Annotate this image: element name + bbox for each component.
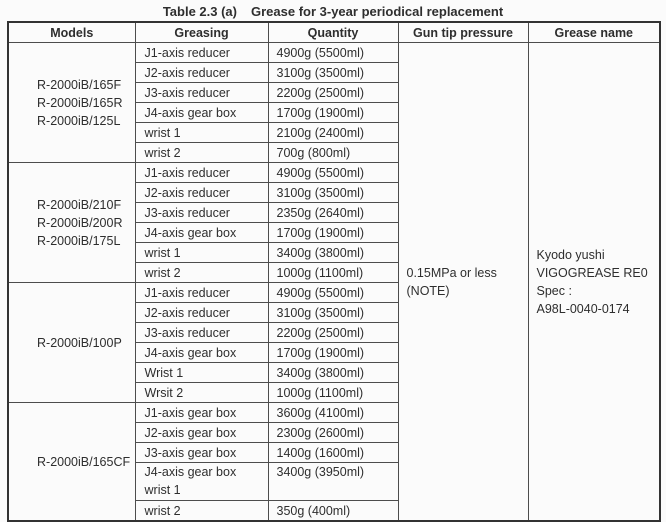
greasing-point-label: wrist 2 [144, 503, 181, 518]
greasing-cell [135, 443, 268, 463]
quantity-cell: 2300g (2600ml) [268, 423, 398, 443]
grease-name-text: Spec : [536, 283, 572, 298]
quantity-cell: 3100g (3500ml) [268, 63, 398, 83]
grease-name-text: VIGOGREASE RE0 [536, 265, 648, 280]
quantity-cell: 4900g (5500ml) [268, 43, 398, 63]
greasing-point-label: wrist 1 [144, 483, 181, 497]
greasing-point-label: J4-axis gear box [144, 345, 237, 360]
greasing-point-label: Wrist 1 [144, 365, 184, 380]
greasing-cell [135, 403, 268, 423]
quantity-cell: 4900g (5500ml) [268, 283, 398, 303]
model-label: R-2000iB/125L [37, 113, 121, 128]
quantity-cell: 4900g (5500ml) [268, 163, 398, 183]
model-label: R-2000iB/210F [37, 197, 122, 212]
greasing-point-label: J4-axis gear box [144, 465, 237, 479]
greasing-point-label: Wrsit 2 [144, 385, 184, 400]
quantity-cell: 1700g (1900ml) [268, 103, 398, 123]
column-header-greasing: Greasing [135, 22, 268, 43]
greasing-cell [135, 163, 268, 183]
quantity-cell: 3600g (4100ml) [268, 403, 398, 423]
table-row [8, 43, 660, 63]
greasing-cell [135, 283, 268, 303]
quantity-cell: 2100g (2400ml) [268, 123, 398, 143]
greasing-point-label: J2-axis gear box [144, 425, 237, 440]
column-header-quantity: Quantity [268, 22, 398, 43]
quantity-cell: 1000g (1100ml) [268, 383, 398, 403]
quantity-cell: 350g (400ml) [268, 501, 398, 522]
greasing-cell [135, 203, 268, 223]
greasing-point-label: J2-axis reducer [144, 305, 230, 320]
greasing-point-label: wrist 2 [144, 145, 181, 160]
header-row [8, 22, 660, 43]
gun-tip-pressure-text: 0.15MPa or less [406, 265, 497, 280]
quantity-cell: 3100g (3500ml) [268, 303, 398, 323]
gun-tip-pressure-text: (NOTE) [406, 283, 450, 298]
grease-name-text: A98L-0040-0174 [536, 301, 630, 316]
greasing-point-label: J3-axis reducer [144, 205, 230, 220]
quantity-cell: 2350g (2640ml) [268, 203, 398, 223]
quantity-cell: 3400g (3800ml) [268, 363, 398, 383]
models-cell [8, 283, 135, 403]
column-header-models: Models [8, 22, 135, 43]
greasing-cell [135, 303, 268, 323]
greasing-point-label: J3-axis gear box [144, 445, 237, 460]
greasing-point-label: J3-axis reducer [144, 325, 230, 340]
greasing-cell [135, 63, 268, 83]
quantity-cell: 2200g (2500ml) [268, 323, 398, 343]
greasing-point-label: J1-axis gear box [144, 405, 237, 420]
greasing-point-label: J1-axis reducer [144, 285, 230, 300]
greasing-point-label: J1-axis reducer [144, 45, 230, 60]
models-cell [8, 403, 135, 522]
model-label: R-2000iB/165CF [37, 454, 131, 469]
model-label: R-2000iB/165R [37, 95, 123, 110]
quantity-cell: 1700g (1900ml) [268, 343, 398, 363]
models-cell [8, 43, 135, 163]
greasing-cell [135, 501, 268, 522]
table-caption [0, 0, 666, 21]
greasing-cell [135, 383, 268, 403]
greasing-cell [135, 363, 268, 383]
gun-tip-pressure-cell [398, 43, 528, 522]
quantity-cell: 1000g (1100ml) [268, 263, 398, 283]
quantity-cell: 3100g (3500ml) [268, 183, 398, 203]
greasing-point-label: J4-axis gear box [144, 225, 237, 240]
greasing-point-label: J1-axis reducer [144, 165, 230, 180]
greasing-cell [135, 223, 268, 243]
quantity-cell: 1400g (1600ml) [268, 443, 398, 463]
greasing-cell [135, 423, 268, 443]
greasing-point-label: J2-axis reducer [144, 185, 230, 200]
quantity-cell: 700g (800ml) [268, 143, 398, 163]
greasing-cell [135, 183, 268, 203]
greasing-point-label: J3-axis reducer [144, 85, 230, 100]
model-label: R-2000iB/100P [37, 335, 122, 350]
greasing-cell [135, 143, 268, 163]
greasing-point-label: wrist 2 [144, 265, 181, 280]
greasing-cell [135, 43, 268, 63]
greasing-cell [135, 103, 268, 123]
greasing-cell [135, 123, 268, 143]
greasing-cell [135, 263, 268, 283]
quantity-cell: 3400g (3800ml) [268, 243, 398, 263]
column-header-grease-name: Grease name [528, 22, 660, 43]
table-caption-number: Table 2.3 (a) [162, 4, 237, 19]
greasing-cell [135, 343, 268, 363]
model-label: R-2000iB/175L [37, 233, 121, 248]
grease-name-cell [528, 43, 660, 522]
column-header-gun-tip-pressure: Gun tip pressure [398, 22, 528, 43]
grease-replacement-table [7, 21, 661, 522]
greasing-point-label: J2-axis reducer [144, 65, 230, 80]
model-label: R-2000iB/200R [37, 215, 123, 230]
greasing-point-label: wrist 1 [144, 245, 181, 260]
grease-name-text: Kyodo yushi [536, 247, 605, 262]
greasing-point-label: J4-axis gear box [144, 105, 237, 120]
models-cell [8, 163, 135, 283]
greasing-cell [135, 83, 268, 103]
quantity-cell: 3400g (3950ml) [268, 463, 398, 501]
greasing-cell [135, 463, 268, 501]
greasing-point-label: wrist 1 [144, 125, 181, 140]
greasing-cell [135, 243, 268, 263]
quantity-cell: 2200g (2500ml) [268, 83, 398, 103]
greasing-cell [135, 323, 268, 343]
model-label: R-2000iB/165F [37, 77, 122, 92]
quantity-cell: 1700g (1900ml) [268, 223, 398, 243]
table-caption-title: Grease for 3-year periodical replacement [251, 4, 504, 19]
